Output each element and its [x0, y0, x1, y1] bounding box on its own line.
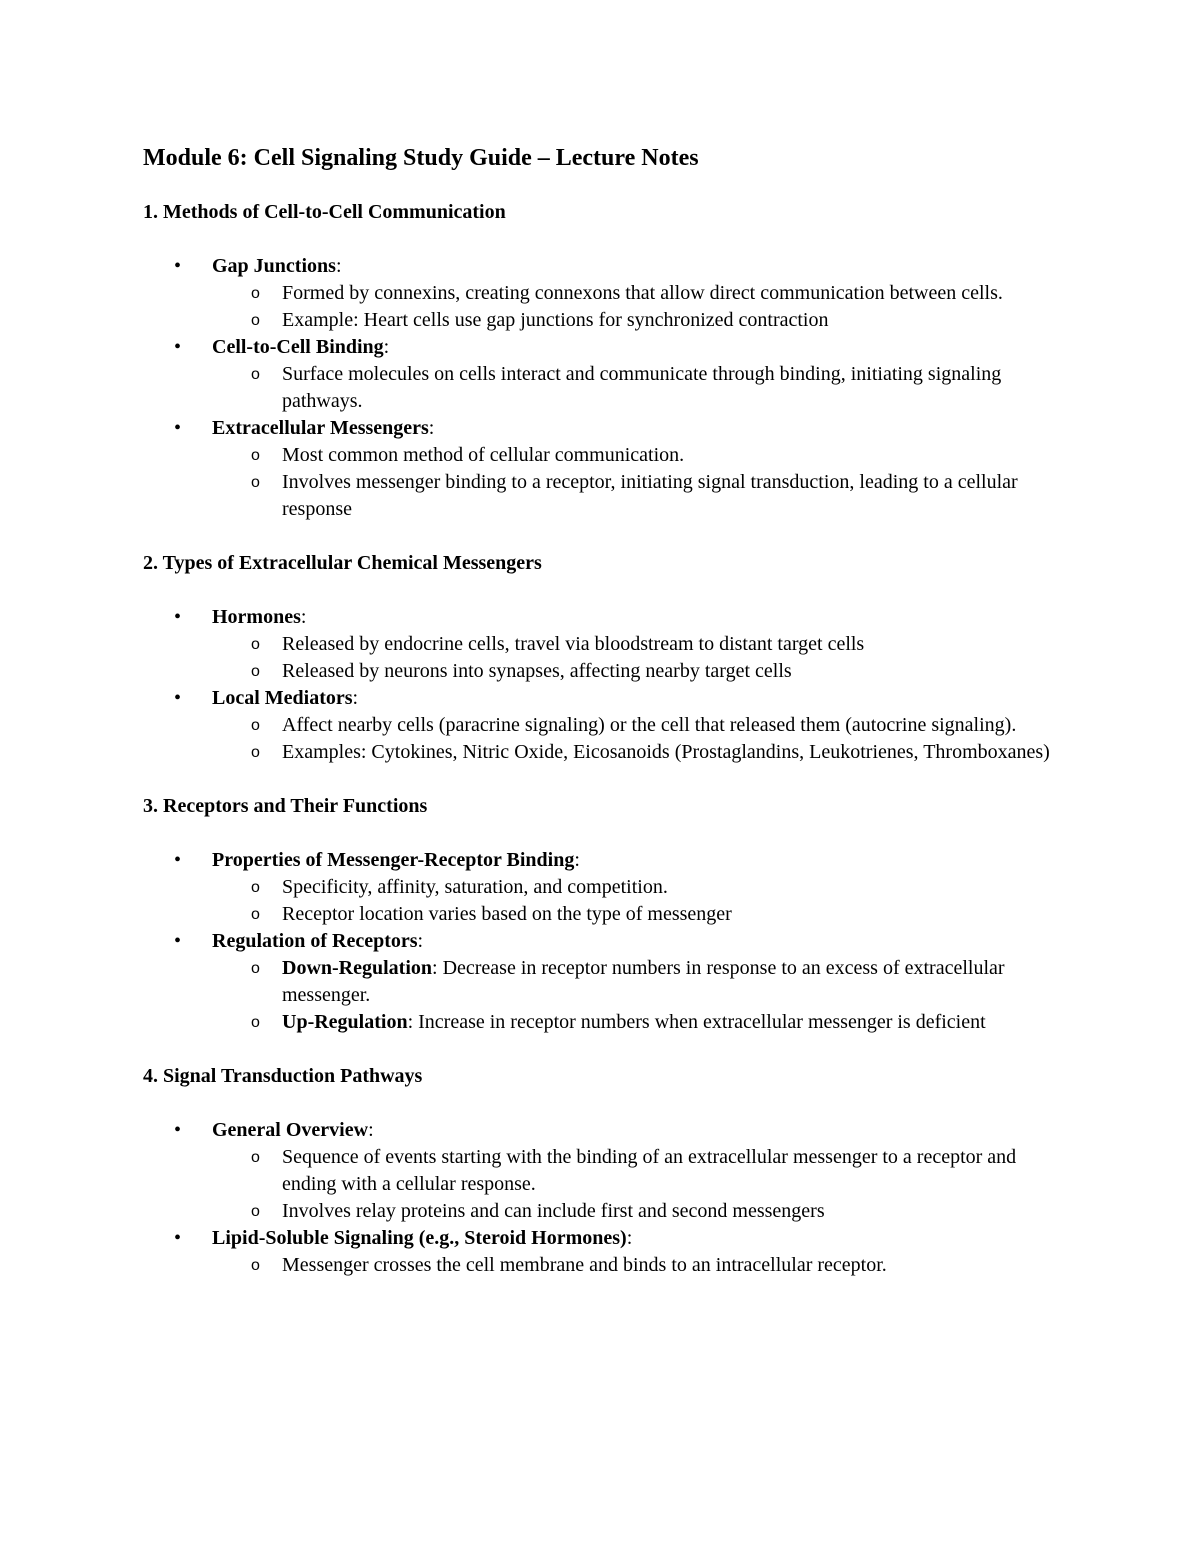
spacer [143, 766, 1073, 792]
section-heading: 4. Signal Transduction Pathways [143, 1065, 423, 1087]
sub-bullet-list [212, 280, 1073, 334]
sub-bullet-item [212, 1252, 1073, 1279]
sub-bullet-item [212, 442, 1073, 469]
sub-bullet-term: Down-Regulation [282, 957, 433, 979]
bullet-dot-icon: • [174, 606, 182, 628]
sub-bullet-text: Involves relay proteins and can include first and second messengers [282, 1200, 825, 1222]
document-title: Module 6: Cell Signaling Study Guide – Lecture Notes [143, 145, 699, 171]
sub-bullet-item [212, 955, 1073, 1009]
bullet-suffix: : [335, 255, 342, 277]
bullet-suffix: : [417, 930, 424, 952]
sub-bullet-circle-icon: o [251, 906, 260, 923]
sub-bullet-circle-icon: o [251, 960, 260, 977]
bullet-list [143, 604, 1073, 766]
spacer [143, 176, 1073, 198]
bullet-dot-icon: • [174, 417, 182, 439]
document-page [143, 140, 1073, 1279]
bullet-suffix: : [383, 336, 390, 358]
sub-bullet-text: Surface molecules on cells interact and communicate through binding, initiating signaling pathways. [282, 363, 1002, 412]
bullet-suffix: : [300, 606, 307, 628]
sub-bullet-circle-icon: o [251, 1149, 260, 1166]
sub-bullet-item [212, 1144, 1073, 1198]
bullet-dot-icon: • [174, 336, 182, 358]
bullet-dot-icon: • [174, 687, 182, 709]
sub-bullet-list [212, 442, 1073, 523]
sub-bullet-circle-icon: o [251, 312, 260, 329]
bullet-item [143, 415, 1073, 523]
sub-bullet-text: Most common method of cellular communication. [282, 444, 685, 466]
sub-bullet-item [212, 739, 1073, 766]
sub-bullet-list [212, 1252, 1073, 1279]
bullet-suffix: : [428, 417, 435, 439]
bullet-list [143, 1117, 1073, 1279]
bullet-suffix: : [352, 687, 359, 709]
sub-bullet-circle-icon: o [251, 663, 260, 680]
sub-bullet-text: Sequence of events starting with the binding of an extracellular messenger to a receptor and ending with a cellular response. [282, 1146, 1017, 1195]
bullet-dot-icon: • [174, 849, 182, 871]
bullet-dot-icon: • [174, 930, 182, 952]
sub-bullet-item [212, 631, 1073, 658]
sub-bullet-list [212, 874, 1073, 928]
bullet-label: Hormones [212, 606, 301, 628]
sub-bullet-circle-icon: o [251, 1014, 260, 1031]
bullet-label: Properties of Messenger-Receptor Binding [212, 849, 575, 871]
sub-bullet-list [212, 631, 1073, 685]
bullet-suffix: : [574, 849, 580, 871]
bullet-dot-icon: • [174, 1227, 182, 1249]
sections-container [143, 198, 1073, 1279]
spacer [143, 523, 1073, 549]
sub-bullet-circle-icon: o [251, 1257, 260, 1274]
bullet-label: Extracellular Messengers [212, 417, 429, 439]
sub-bullet-item [212, 1198, 1073, 1225]
bullet-item [143, 928, 1073, 1036]
sub-bullet-text: : Increase in receptor numbers when extracellular messenger is deficient [407, 1011, 986, 1033]
sub-bullet-circle-icon: o [251, 474, 260, 491]
sub-bullet-list [212, 1144, 1073, 1225]
bullet-label: Gap Junctions [212, 255, 336, 277]
bullet-item [143, 1117, 1073, 1225]
bullet-item [143, 685, 1073, 766]
sub-bullet-circle-icon: o [251, 366, 260, 383]
spacer [143, 1090, 1073, 1117]
bullet-list [143, 847, 1073, 1036]
sub-bullet-text: Specificity, affinity, saturation, and competition. [282, 876, 668, 898]
section-heading: 2. Types of Extracellular Chemical Messengers [143, 552, 542, 574]
bullet-suffix: : [626, 1227, 633, 1249]
bullet-item [143, 253, 1073, 334]
spacer [143, 1036, 1073, 1062]
bullet-label: General Overview [212, 1119, 369, 1141]
sub-bullet-term: Up-Regulation [282, 1011, 408, 1033]
sub-bullet-item [212, 361, 1073, 415]
bullet-suffix: : [368, 1119, 374, 1141]
sub-bullet-circle-icon: o [251, 285, 260, 302]
sub-bullet-item [212, 307, 1073, 334]
sub-bullet-text: : Decrease in receptor numbers in response to an excess of extracellular messenger. [282, 957, 1005, 1006]
sub-bullet-text: Examples: Cytokines, Nitric Oxide, Eicosanoids (Prostaglandins, Leukotrienes, Thromboxanes) [282, 741, 1050, 763]
sub-bullet-item [212, 280, 1073, 307]
bullet-item [143, 604, 1073, 685]
sub-bullet-text: Involves messenger binding to a receptor, initiating signal transduction, leading to a cellular response [282, 471, 1018, 520]
bullet-dot-icon: • [174, 1119, 182, 1141]
sub-bullet-circle-icon: o [251, 744, 260, 761]
sub-bullet-circle-icon: o [251, 447, 260, 464]
sub-bullet-item [212, 1009, 1073, 1036]
sub-bullet-circle-icon: o [251, 1203, 260, 1220]
sub-bullet-item [212, 874, 1073, 901]
sub-bullet-circle-icon: o [251, 879, 260, 896]
bullet-item [143, 1225, 1073, 1279]
section-heading: 3. Receptors and Their Functions [143, 795, 428, 817]
bullet-list [143, 253, 1073, 523]
sub-bullet-text: Released by neurons into synapses, affecting nearby target cells [282, 660, 792, 682]
bullet-dot-icon: • [174, 255, 182, 277]
bullet-label: Local Mediators [212, 687, 353, 709]
bullet-label: Lipid-Soluble Signaling (e.g., Steroid Hormones) [212, 1227, 627, 1249]
sub-bullet-text: Formed by connexins, creating connexons that allow direct communication between cells. [282, 282, 1003, 304]
bullet-item [143, 334, 1073, 415]
bullet-label: Cell-to-Cell Binding [212, 336, 384, 358]
sub-bullet-list [212, 955, 1073, 1036]
spacer [143, 820, 1073, 847]
sub-bullet-text: Affect nearby cells (paracrine signaling) or the cell that released them (autocrine signaling). [282, 714, 1017, 736]
sub-bullet-item [212, 901, 1073, 928]
sub-bullet-item [212, 658, 1073, 685]
spacer [143, 577, 1073, 604]
section-heading: 1. Methods of Cell-to-Cell Communication [143, 201, 506, 223]
spacer [143, 226, 1073, 253]
sub-bullet-text: Receptor location varies based on the type of messenger [282, 903, 732, 925]
sub-bullet-text: Messenger crosses the cell membrane and binds to an intracellular receptor. [282, 1254, 887, 1276]
sub-bullet-list [212, 712, 1073, 766]
sub-bullet-circle-icon: o [251, 636, 260, 653]
sub-bullet-list [212, 361, 1073, 415]
sub-bullet-circle-icon: o [251, 717, 260, 734]
sub-bullet-item [212, 712, 1073, 739]
bullet-item [143, 847, 1073, 928]
sub-bullet-text: Example: Heart cells use gap junctions for synchronized contraction [282, 309, 829, 331]
sub-bullet-text: Released by endocrine cells, travel via bloodstream to distant target cells [282, 633, 865, 655]
sub-bullet-item [212, 469, 1073, 523]
bullet-label: Regulation of Receptors [212, 930, 418, 952]
